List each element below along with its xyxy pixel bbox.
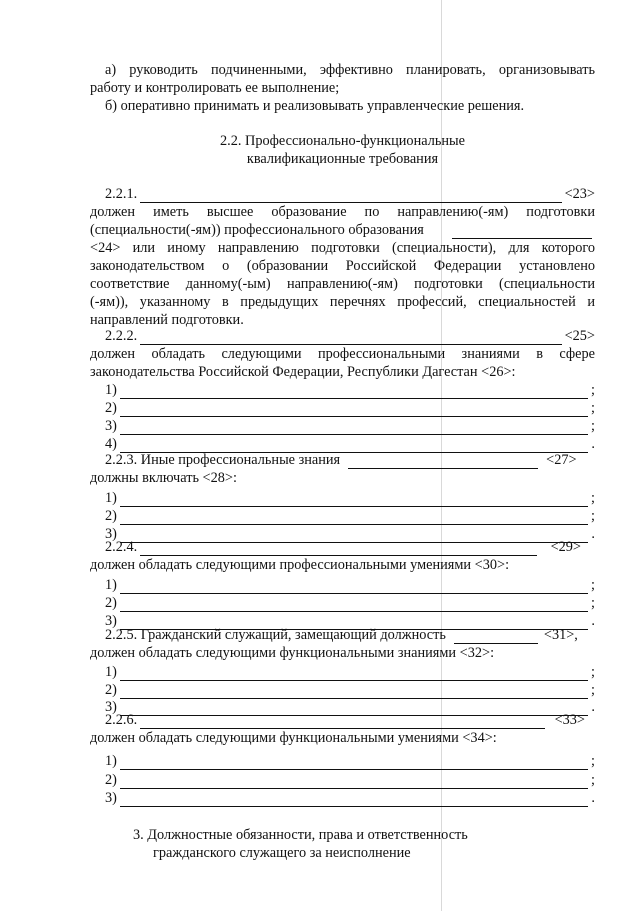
p223-lead: 2.2.3. Иные профессиональные знания (105, 452, 341, 468)
p221-line-2-text: (специальности(-ям)) профессионального образования (90, 222, 424, 238)
list-item (90, 594, 595, 612)
p225-ref: <31>, (543, 627, 578, 643)
list-item (90, 771, 595, 789)
list-item-end: ; (591, 382, 595, 398)
list-item-end: . (591, 436, 595, 452)
p222-ref: <25> (564, 328, 595, 344)
p221-line-6: (-ям)), указанному в предыдущих перечнях профессий, специальностей и (90, 294, 595, 310)
p221-education-blank[interactable] (452, 225, 592, 239)
p224-line-1: должен обладать следующими профессиональными умениями <30>: (90, 557, 510, 573)
p221-line-1: должен иметь высшее образование по направлению(-ям) подготовки (90, 204, 595, 220)
p226-ref: <33> (554, 712, 585, 728)
list-item-blank[interactable] (120, 385, 588, 399)
p226-header (90, 711, 595, 729)
p226-line-1: должен обладать следующими функциональными умениями <34>: (90, 730, 497, 746)
list-item-blank[interactable] (120, 756, 588, 770)
list-item-number: 3) (105, 418, 117, 434)
list-item-number: 3) (105, 613, 117, 629)
p222-number: 2.2.2. (105, 328, 138, 344)
list-item-number: 2) (105, 595, 117, 611)
list-item-end: ; (591, 508, 595, 524)
list-item-number: 1) (105, 490, 117, 506)
p224-blank[interactable] (140, 542, 536, 556)
p225-header (90, 626, 595, 644)
list-item-blank[interactable] (120, 493, 588, 507)
list-item-number: 2) (105, 508, 117, 524)
p221-line-7: направлений подготовки. (90, 312, 244, 328)
list-item-number: 1) (105, 664, 117, 680)
list-item (90, 381, 595, 399)
list-item-end: ; (591, 418, 595, 434)
p221-line-2 (90, 221, 595, 239)
list-item-number: 3) (105, 526, 117, 542)
list-item (90, 663, 595, 681)
list-item (90, 789, 595, 807)
list-item-end: ; (591, 595, 595, 611)
p221-ref: <23> (564, 186, 595, 202)
p224-number: 2.2.4. (105, 539, 138, 555)
p221-line-4: законодательством о (образовании Российской Федерации установлено (90, 258, 595, 274)
p224-ref: <29> (550, 539, 581, 555)
section-3-title-1: 3. Должностные обязанности, права и ответственность (133, 827, 468, 843)
p221-line-5: соответствие данному(-ым) направлению(-ям) подготовки (специальности (90, 276, 595, 292)
p226-blank[interactable] (140, 715, 544, 729)
list-item-number: 2) (105, 682, 117, 698)
list-item-end: ; (591, 400, 595, 416)
p222-line-1: должен обладать следующими профессиональными знаниями в сфере (90, 346, 595, 362)
intro-line-2: работу и контролировать ее выполнение; (90, 80, 340, 96)
list-item-end: ; (591, 682, 595, 698)
list-item-number: 2) (105, 400, 117, 416)
list-item (90, 417, 595, 435)
p221-header (90, 185, 595, 203)
list-item-end: ; (591, 772, 595, 788)
list-item-number: 3) (105, 699, 117, 715)
list-item-end: ; (591, 490, 595, 506)
p223-ref: <27> (546, 452, 577, 468)
list-item-blank[interactable] (120, 598, 588, 612)
p225-lead: 2.2.5. Гражданский служащий, замещающий должность (105, 627, 446, 643)
p223-line-1: должны включать <28>: (90, 470, 237, 486)
p224-header (90, 538, 595, 556)
section-2-2-title-2: квалификационные требования (246, 151, 439, 167)
p226-number: 2.2.6. (105, 712, 138, 728)
list-item-number: 4) (105, 436, 117, 452)
list-item-blank[interactable] (120, 421, 588, 435)
p223-header (90, 451, 595, 469)
p223-blank[interactable] (348, 455, 538, 469)
p221-number: 2.2.1. (105, 186, 138, 202)
list-item-blank[interactable] (120, 793, 589, 807)
list-item-blank[interactable] (120, 580, 588, 594)
section-3-title-2: гражданского служащего за неисполнение (153, 845, 411, 861)
list-item-number: 1) (105, 577, 117, 593)
list-item (90, 399, 595, 417)
list-item-end: ; (591, 577, 595, 593)
list-item-end: . (591, 526, 595, 542)
section-2-2-title-1: 2.2. Профессионально-функциональные (220, 133, 465, 149)
list-item-end: ; (591, 664, 595, 680)
list-item (90, 489, 595, 507)
list-item-number: 2) (105, 772, 117, 788)
list-item-number: 3) (105, 790, 117, 806)
p221-blank[interactable] (140, 189, 561, 203)
p222-line-2: законодательства Российской Федерации, Республики Дагестан <26>: (90, 364, 516, 380)
list-item (90, 576, 595, 594)
list-item-number: 1) (105, 382, 117, 398)
list-item (90, 752, 595, 770)
list-item-end: . (591, 699, 595, 715)
intro-line-1: а) руководить подчиненными, эффективно планировать, организовывать (105, 62, 595, 78)
p222-header (90, 327, 595, 345)
list-item-number: 1) (105, 753, 117, 769)
p222-blank[interactable] (140, 331, 561, 345)
list-item-end: . (591, 613, 595, 629)
list-item-end: . (591, 790, 595, 806)
list-item-blank[interactable] (120, 511, 588, 525)
list-item-blank[interactable] (120, 775, 588, 789)
list-item-blank[interactable] (120, 403, 588, 417)
p221-line-3: <24> или иному направлению подготовки (специальности), для которого (90, 240, 595, 256)
list-item-blank[interactable] (120, 685, 588, 699)
intro-line-3: б) оперативно принимать и реализовывать управленческие решения. (105, 98, 525, 114)
p225-blank[interactable] (454, 630, 538, 644)
list-item (90, 681, 595, 699)
list-item-blank[interactable] (120, 667, 588, 681)
p225-line-1: должен обладать следующими функциональными знаниями <32>: (90, 645, 495, 661)
list-item (90, 507, 595, 525)
list-item-end: ; (591, 753, 595, 769)
